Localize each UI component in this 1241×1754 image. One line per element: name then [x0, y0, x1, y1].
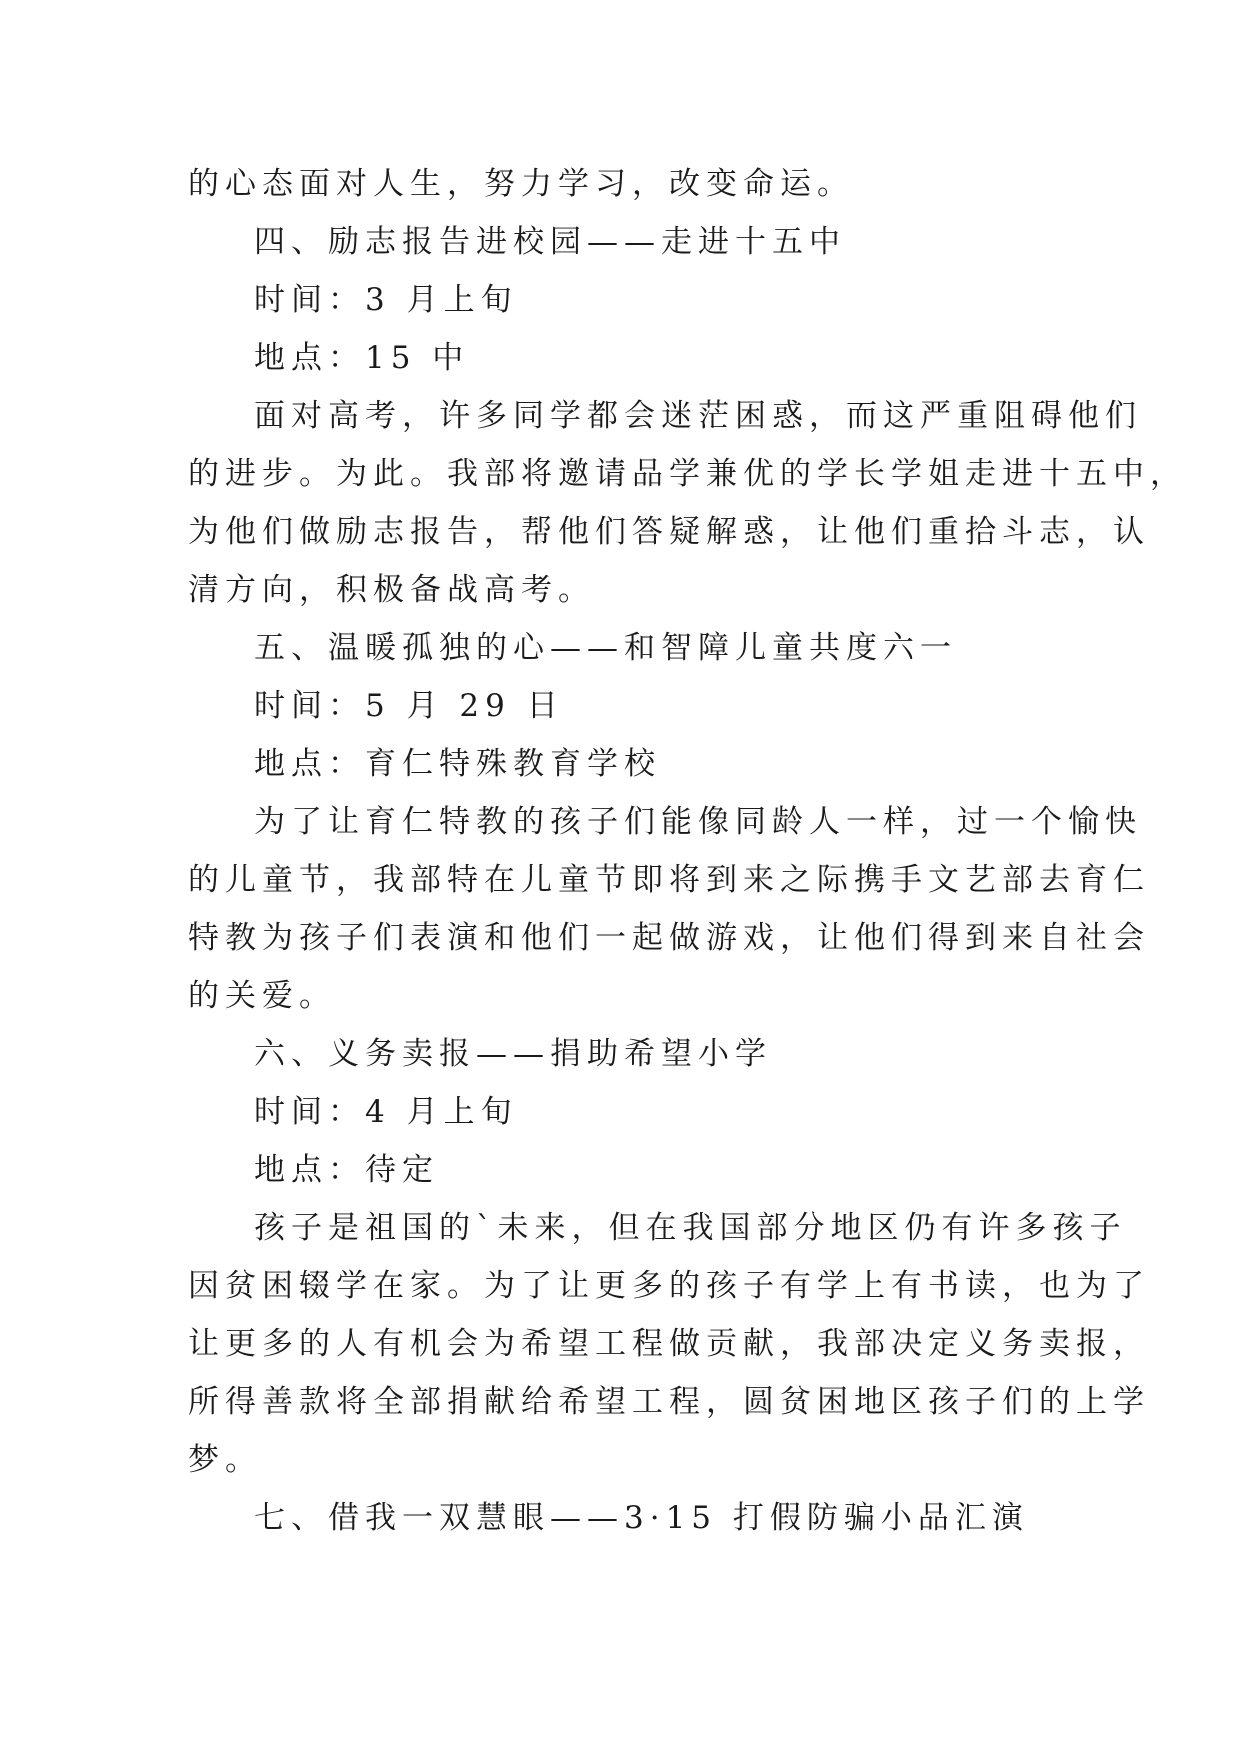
- paragraph-line: 的关爱。: [188, 978, 336, 1014]
- paragraph-line: 梦。: [188, 1442, 262, 1478]
- location-line: 地点：待定: [254, 1152, 439, 1188]
- paragraph-line: 为了让育仁特教的孩子们能像同龄人一样，过一个愉快: [254, 804, 1142, 840]
- section-heading: 四、励志报告进校园——走进十五中: [254, 224, 846, 260]
- location-line: 地点：育仁特殊教育学校: [254, 746, 661, 782]
- section-heading: 五、温暖孤独的心——和智障儿童共度六一: [254, 630, 957, 666]
- time-line: 时间：3 月上旬: [254, 282, 518, 318]
- document-body: [188, 155, 1187, 1547]
- paragraph-line: 特教为孩子们表演和他们一起做游戏，让他们得到来自社会: [188, 920, 1150, 956]
- paragraph-line: 的儿童节，我部特在儿童节即将到来之际携手文艺部去育仁: [188, 862, 1150, 898]
- paragraph-line: 孩子是祖国的`未来，但在我国部分地区仍有许多孩子: [254, 1210, 1127, 1246]
- paragraph-line: 为他们做励志报告，帮他们答疑解惑，让他们重拾斗志，认: [188, 514, 1150, 550]
- paragraph-line: 因贫困辍学在家。为了让更多的孩子有学上有书读，也为了: [188, 1268, 1150, 1304]
- time-line: 时间：5 月 29 日: [254, 688, 564, 724]
- section-heading: 七、借我一双慧眼——3·15 打假防骗小品汇演: [254, 1500, 1029, 1536]
- paragraph-line: 的进步。为此。我部将邀请品学兼优的学长学姐走进十五中，: [188, 456, 1187, 492]
- paragraph-line: 面对高考，许多同学都会迷茫困惑，而这严重阻碍他们: [254, 398, 1142, 434]
- paragraph-line: 清方向，积极备战高考。: [188, 572, 595, 608]
- section-heading: 六、义务卖报——捐助希望小学: [254, 1036, 772, 1072]
- paragraph-line: 所得善款将全部捐献给希望工程，圆贫困地区孩子们的上学: [188, 1384, 1150, 1420]
- paragraph-line: 的心态面对人生，努力学习，改变命运。: [188, 166, 854, 202]
- location-line: 地点：15 中: [254, 340, 470, 376]
- paragraph-line: 让更多的人有机会为希望工程做贡献，我部决定义务卖报，: [188, 1326, 1150, 1362]
- time-line: 时间：4 月上旬: [254, 1094, 518, 1130]
